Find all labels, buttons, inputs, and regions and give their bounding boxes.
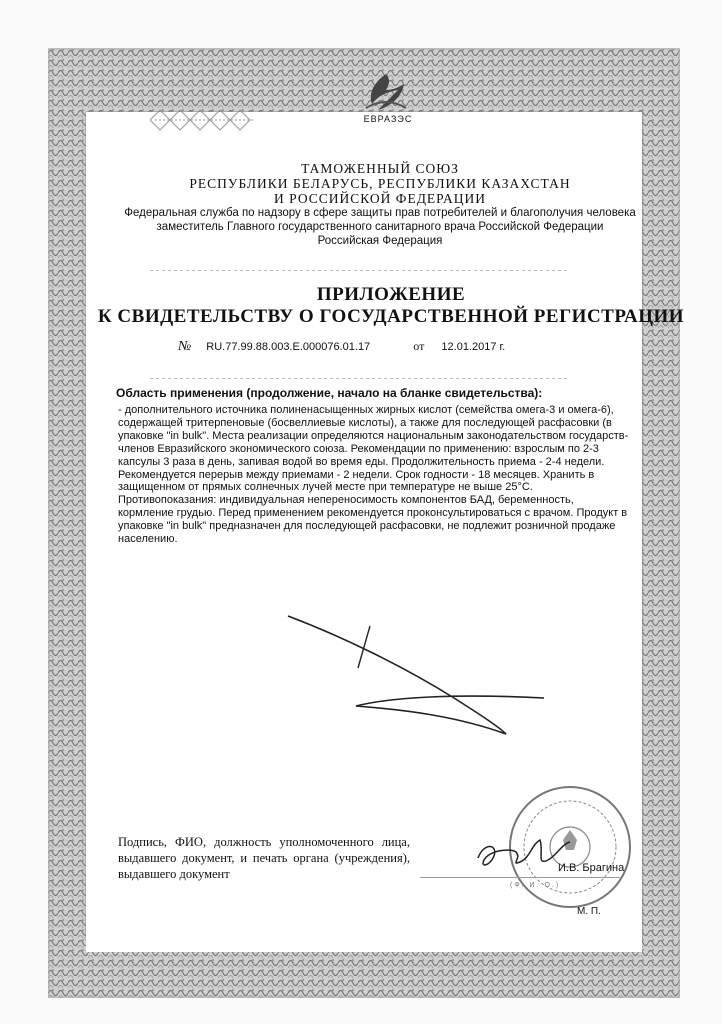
registration-date: 12.01.2017 г.	[441, 341, 506, 353]
application-area-heading: Область применения (продолжение, начало на бланке свидетельства):	[116, 386, 543, 400]
page-title	[86, 284, 696, 328]
republics-title: РЕСПУБЛИКИ БЕЛАРУСЬ, РЕСПУБЛИКИ КАЗАХСТАН	[189, 176, 571, 191]
number-sign: №	[178, 339, 192, 354]
divider	[150, 378, 570, 379]
registration-number-line	[178, 339, 505, 355]
title-line-2: К СВИДЕТЕЛЬСТВУ О ГОСУДАРСТВЕННОЙ РЕГИСТРАЦИИ	[97, 306, 685, 327]
decorative-pattern	[150, 100, 260, 140]
issuer-header	[100, 161, 660, 248]
deputy-title: заместитель Главного государственного санитарного врача Российской Федерации	[156, 221, 604, 233]
union-title: ТАМОЖЕННЫЙ СОЮЗ	[301, 161, 459, 176]
signer-name: И.В. Брагина	[558, 862, 625, 874]
strike-through-scribble	[286, 598, 546, 738]
divider	[150, 270, 570, 271]
service-name: Федеральная служба по надзору в сфере защиты прав потребителей и благополучия человека	[124, 207, 636, 219]
title-line-1: ПРИЛОЖЕНИЕ	[316, 284, 466, 305]
country-name: Российская Федерация	[317, 235, 443, 247]
stamp-place-mark: М. П.	[577, 906, 601, 917]
signature-label: Подпись, ФИО, должность уполномоченного лица, выдавшего документ, и печать органа (учреждения), выдавшего документ	[118, 835, 410, 881]
registration-number: RU.77.99.88.003.Е.000076.01.17	[206, 341, 371, 353]
fio-caption: (Ф. И. О.)	[510, 882, 561, 889]
application-area-text: - дополнительного источника полиненасыщенных жирных кислот (семейства омега-3 и омега-6), содержащей тритерпеновые (босвеллиевые кислоты), а также для последующей расфасовки (в упаковке "in bulk". Места реализации определяются национальным законодательством государств-членов Евразийского экономического союза. Рекомендации по применению: взрослым по 2-3 капсулы 3 раза в день, запивая водой во время еды. Продолжительность приема - 2-4 недели. Рекомендуется перерыв между приемами - 2 недели. Срок годности - 18 месяцев. Хранить в защищенном от прямых солнечных лучей месте при температуре не выше 25°С. Противопоказания: индивидуальная непереносимость компонентов БАД, беременность, кормление грудью. Перед применением рекомендуется проконсультироваться с врачом. Продукт в упаковке "in bulk" предназначен для последующей расфасовки, не подлежит розничной продаже населению.	[118, 404, 629, 546]
logo-text: ЕВРАЗЭС	[363, 114, 413, 124]
from-label: от	[413, 339, 425, 353]
signature-line	[420, 877, 620, 878]
russia-title: И РОССИЙСКОЙ ФЕДЕРАЦИИ	[274, 191, 486, 206]
